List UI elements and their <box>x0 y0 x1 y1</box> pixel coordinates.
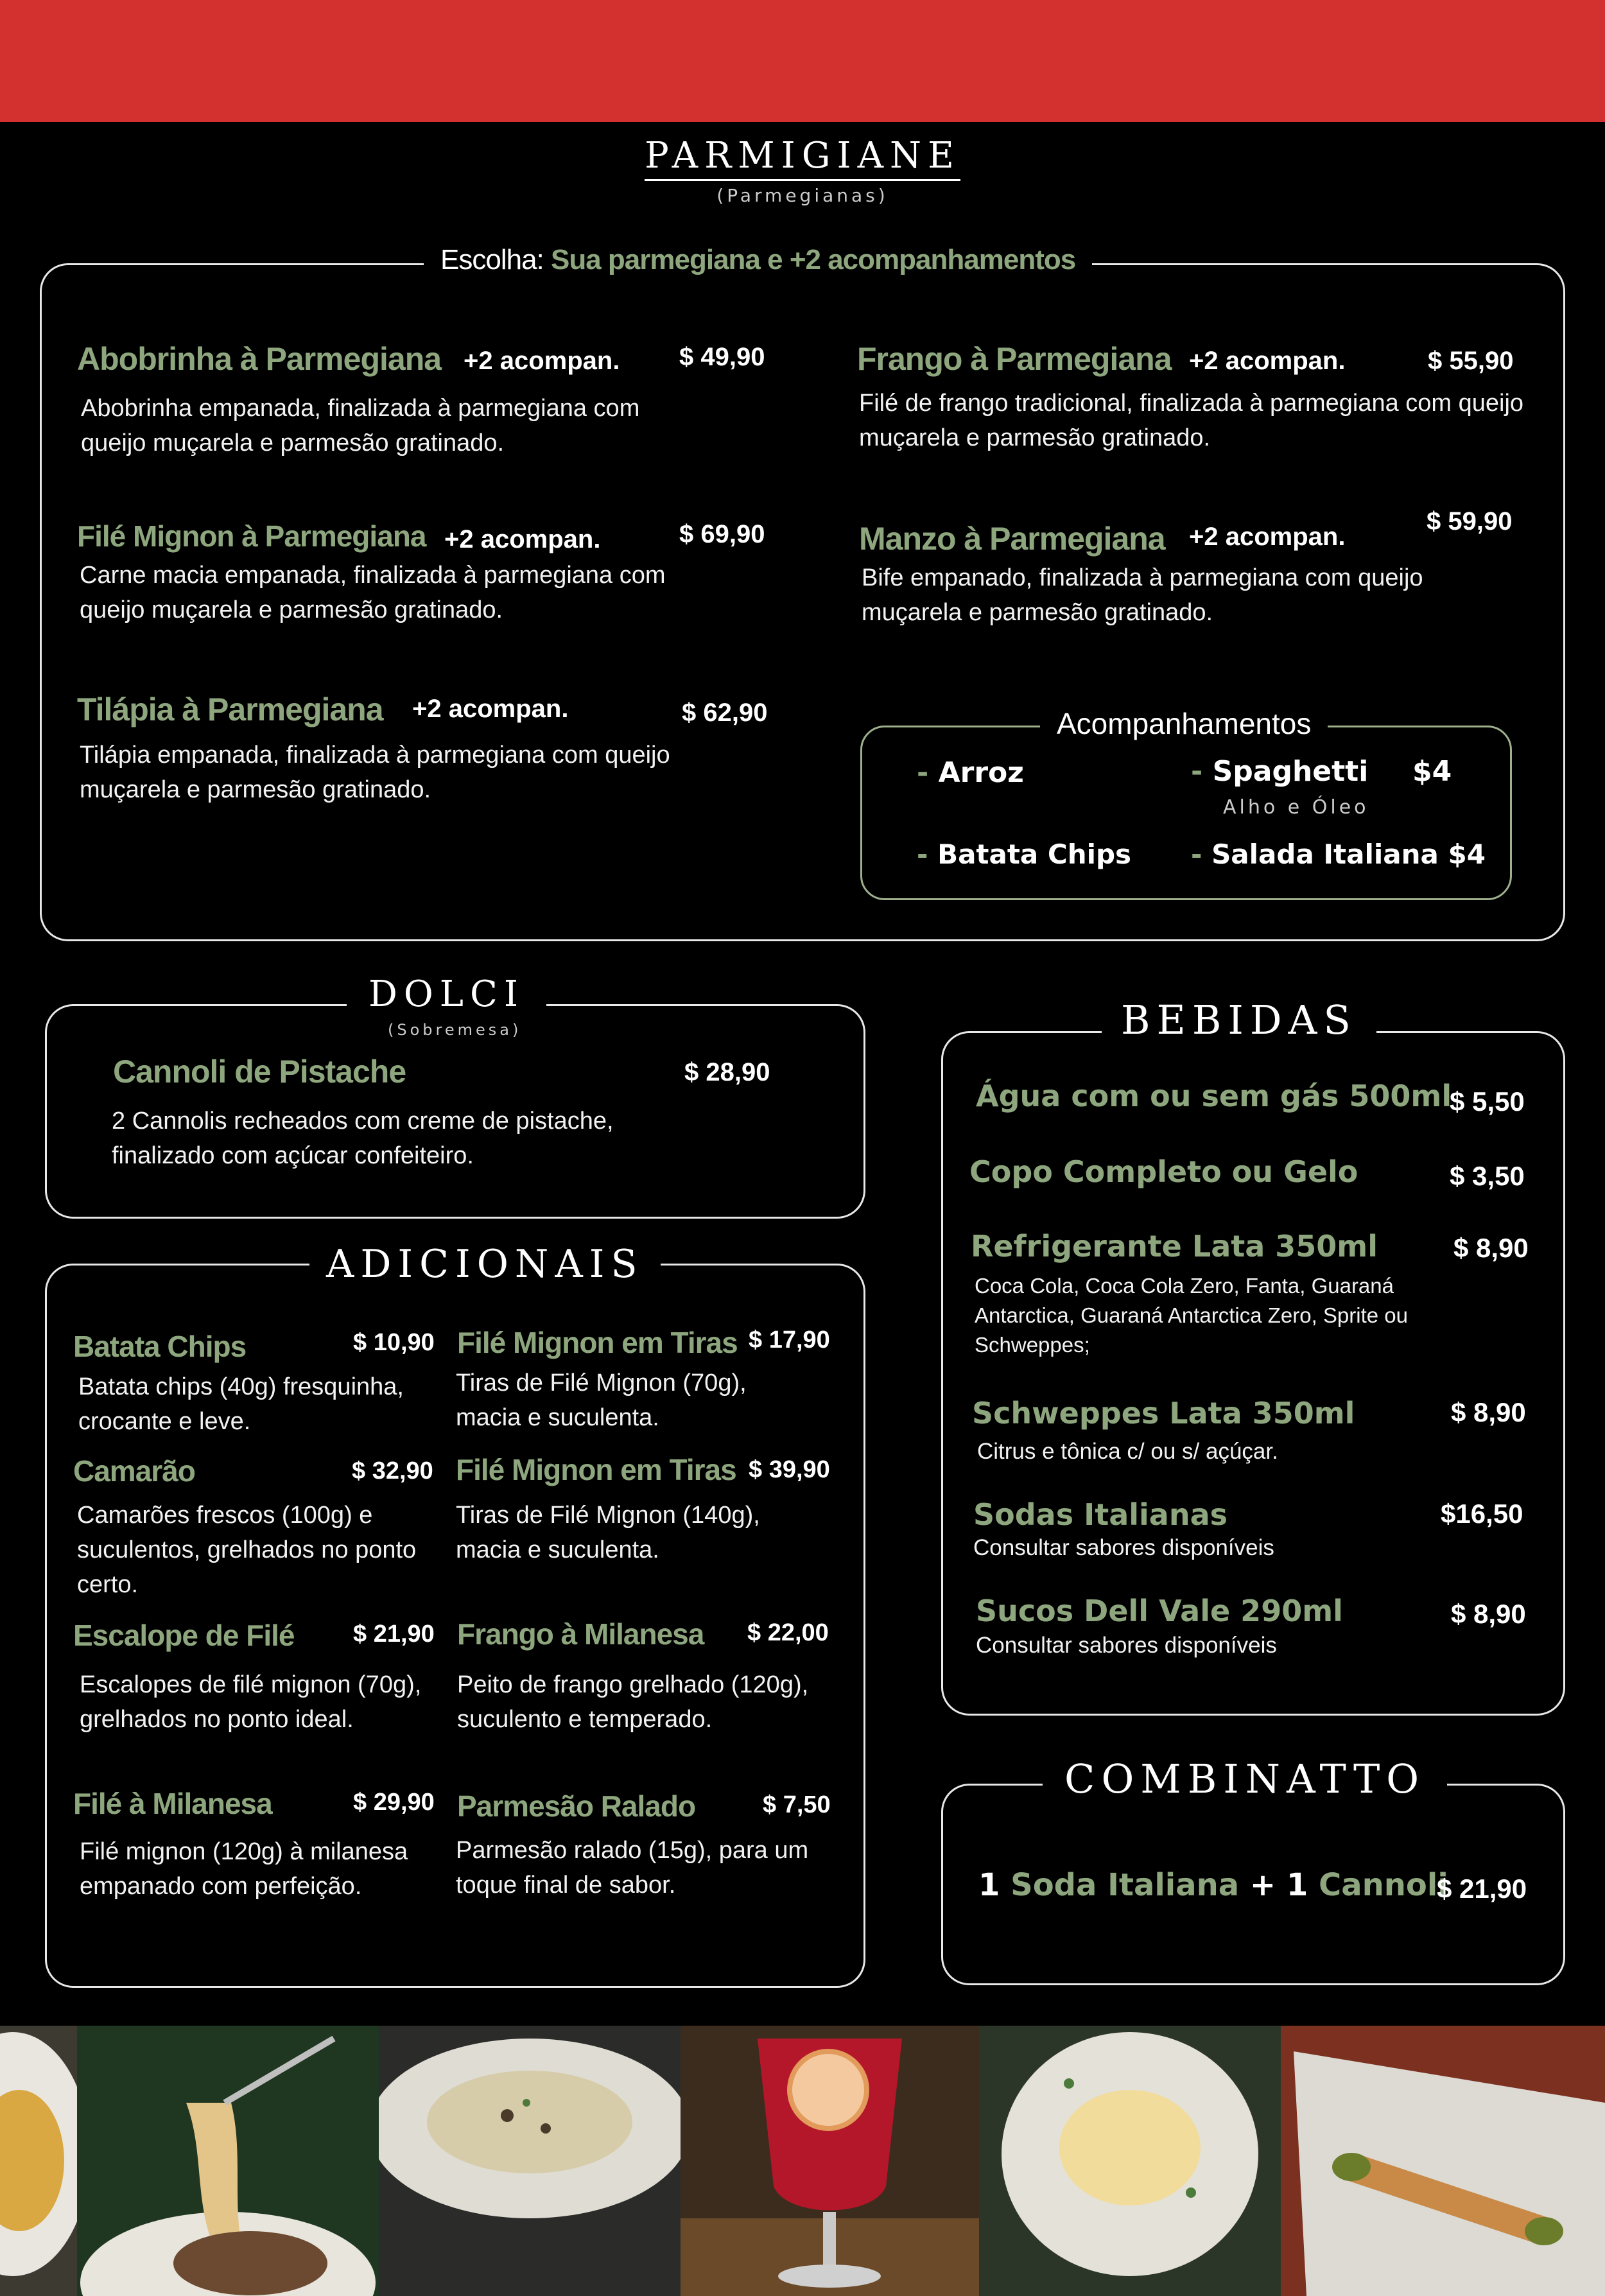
sides-panel <box>860 726 1512 900</box>
item-name: Parmesão Ralado <box>457 1789 696 1823</box>
combinatto-title: COMBINATTO <box>1043 1755 1447 1810</box>
item-name: Schweppes Lata 350ml <box>972 1396 1355 1431</box>
item-desc: Camarões frescos (100g) e suculentos, grelhados no ponto certo. <box>77 1502 417 1598</box>
item-price: $ 8,90 <box>1453 1233 1529 1263</box>
item-name: Filé Mignon em Tiras <box>457 1326 738 1359</box>
item-price: $ 49,90 <box>679 343 765 371</box>
item-price: $16,50 <box>1441 1499 1523 1529</box>
side-note: Alho e Óleo <box>1223 796 1369 819</box>
item-desc: 2 Cannolis recheados com creme de pistache, finalizado com açúcar confeiteiro. <box>112 1108 614 1169</box>
item-desc: Peito de frango grelhado (120g), suculento e temperado. <box>457 1671 809 1733</box>
dolci-subtitle: (Sobremesa) <box>388 1021 522 1039</box>
pasta-dish-photo <box>0 2026 77 2296</box>
sides-title: Acompanhamentos <box>1040 706 1328 741</box>
item-name: Refrigerante Lata 350ml <box>971 1229 1378 1264</box>
item-desc: Filé mignon (120g) à milanesa empanado com perfeição. <box>80 1838 408 1900</box>
item-desc: Coca Cola, Coca Cola Zero, Fanta, Guaraná Antarctica, Guaraná Antarctica Zero, Sprite ou Schweppes; <box>975 1274 1409 1357</box>
item-tag: +2 acompan. <box>412 695 569 723</box>
item-price: $ 22,00 <box>747 1619 829 1646</box>
item-price: $ 17,90 <box>749 1326 830 1353</box>
item-price: $ 5,50 <box>1450 1086 1525 1117</box>
fork-pasta-icon <box>77 2026 379 2296</box>
side-item: - Spaghetti <box>1191 755 1369 788</box>
side-price: $4 <box>1412 755 1452 788</box>
item-name: Escalope de Filé <box>73 1619 295 1652</box>
item-name: Água com ou sem gás 500ml <box>976 1079 1452 1113</box>
cream-pasta-photo <box>979 2026 1281 2296</box>
item-price: $ 8,90 <box>1451 1599 1526 1629</box>
risotto-photo <box>379 2026 681 2296</box>
item-desc: Tiras de Filé Mignon (140g), macia e suculenta. <box>456 1502 760 1563</box>
item-desc: Tilápia empanada, finalizada à parmegiana com queijo muçarela e parmesão gratinado. <box>80 742 670 803</box>
item-price: $ 21,90 <box>353 1621 435 1648</box>
item-desc: Escalopes de filé mignon (70g), grelhados no ponto ideal. <box>80 1671 422 1733</box>
side-item: - Salada Italiana $4 <box>1191 839 1486 870</box>
item-tag: +2 acompan. <box>1189 347 1346 375</box>
item-desc: Abobrinha empanada, finalizada à parmegiana com queijo muçarela e parmesão gratinado. <box>81 395 640 457</box>
item-name: Cannoli de Pistache <box>113 1054 406 1090</box>
item-name: Filé Mignon à Parmegiana <box>77 519 426 553</box>
item-price: $ 55,90 <box>1428 347 1514 375</box>
bebidas-title: BEBIDAS <box>1102 993 1376 1054</box>
item-desc: Batata chips (40g) fresquinha, crocante e leve. <box>78 1373 404 1435</box>
item-desc: Tiras de Filé Mignon (70g), macia e suculenta. <box>456 1370 747 1431</box>
item-name: Sucos Dell Vale 290ml <box>976 1594 1343 1628</box>
item-price: $ 59,90 <box>1427 507 1513 535</box>
side-item: - Arroz <box>917 756 1024 789</box>
adicionais-title: ADICIONAIS <box>309 1242 661 1287</box>
item-name: Abobrinha à Parmegiana <box>77 341 442 377</box>
italian-soda-photo <box>681 2026 979 2296</box>
item-tag: +2 acompan. <box>1189 523 1346 551</box>
item-desc: Citrus e tônica c/ ou s/ açúçar. <box>977 1439 1278 1464</box>
plate-icon <box>0 2026 77 2296</box>
photo-strip <box>0 2026 1605 2296</box>
item-price: $ 39,90 <box>749 1456 830 1483</box>
parmigiane-title: PARMIGIANE <box>578 135 1027 177</box>
item-tag: +2 acompan. <box>464 347 620 375</box>
item-price: $ 69,90 <box>679 520 765 548</box>
item-name: Frango à Milanesa <box>457 1617 704 1651</box>
item-price: $ 7,50 <box>763 1791 831 1818</box>
item-price: $ 8,90 <box>1451 1397 1526 1427</box>
item-price: $ 32,90 <box>352 1457 433 1484</box>
item-desc: Filé de frango tradicional, finalizada à parmegiana com queijo muçarela e parmesão gratinado. <box>859 390 1524 451</box>
item-desc: Consultar sabores disponíveis <box>976 1633 1277 1658</box>
item-price: $ 10,90 <box>353 1329 435 1356</box>
item-price: $ 28,90 <box>684 1058 770 1086</box>
item-desc: Parmesão ralado (15g), para um toque final de sabor. <box>456 1837 809 1899</box>
item-desc: Bife empanado, finalizada à parmegiana com queijo muçarela e parmesão gratinado. <box>862 564 1423 626</box>
item-name: Batata Chips <box>73 1330 247 1363</box>
soda-glass-icon <box>681 2026 979 2296</box>
item-tag: +2 acompan. <box>444 525 601 553</box>
fettuccine-fork-photo <box>77 2026 379 2296</box>
item-name: Filé à Milanesa <box>73 1787 272 1820</box>
item-desc: Carne macia empanada, finalizada à parmegiana com queijo muçarela e parmesão gratinado. <box>80 562 666 623</box>
combo-line: 1 Soda Italiana + 1 Cannoli <box>978 1867 1448 1903</box>
item-price: $ 62,90 <box>682 699 768 727</box>
parmigiane-subtitle: (Parmegianas) <box>716 185 889 206</box>
item-name: Filé Mignon em Tiras <box>456 1453 736 1486</box>
item-name: Manzo à Parmegiana <box>859 521 1165 557</box>
item-name: Copo Completo ou Gelo <box>969 1154 1358 1189</box>
cannoli-photo <box>1281 2026 1605 2296</box>
item-name: Tilápia à Parmegiana <box>77 691 383 727</box>
item-name: Frango à Parmegiana <box>857 341 1172 377</box>
dolci-title: DOLCI <box>347 968 546 1034</box>
item-desc: Consultar sabores disponíveis <box>973 1535 1274 1560</box>
choose-line: Escolha: Sua parmegiana e +2 acompanhamentos <box>424 244 1092 276</box>
cannoli-plate-icon <box>1281 2026 1605 2296</box>
item-price: $ 3,50 <box>1450 1161 1525 1191</box>
item-price: $ 29,90 <box>353 1789 435 1816</box>
item-name: Camarão <box>73 1454 195 1488</box>
side-item: - Batata Chips <box>917 839 1132 870</box>
header-red-bar <box>0 0 1605 122</box>
combo-price: $ 21,90 <box>1437 1874 1527 1904</box>
item-name: Sodas Italianas <box>973 1497 1228 1532</box>
risotto-plate-icon <box>379 2026 681 2296</box>
pasta-plate-icon <box>979 2026 1281 2296</box>
